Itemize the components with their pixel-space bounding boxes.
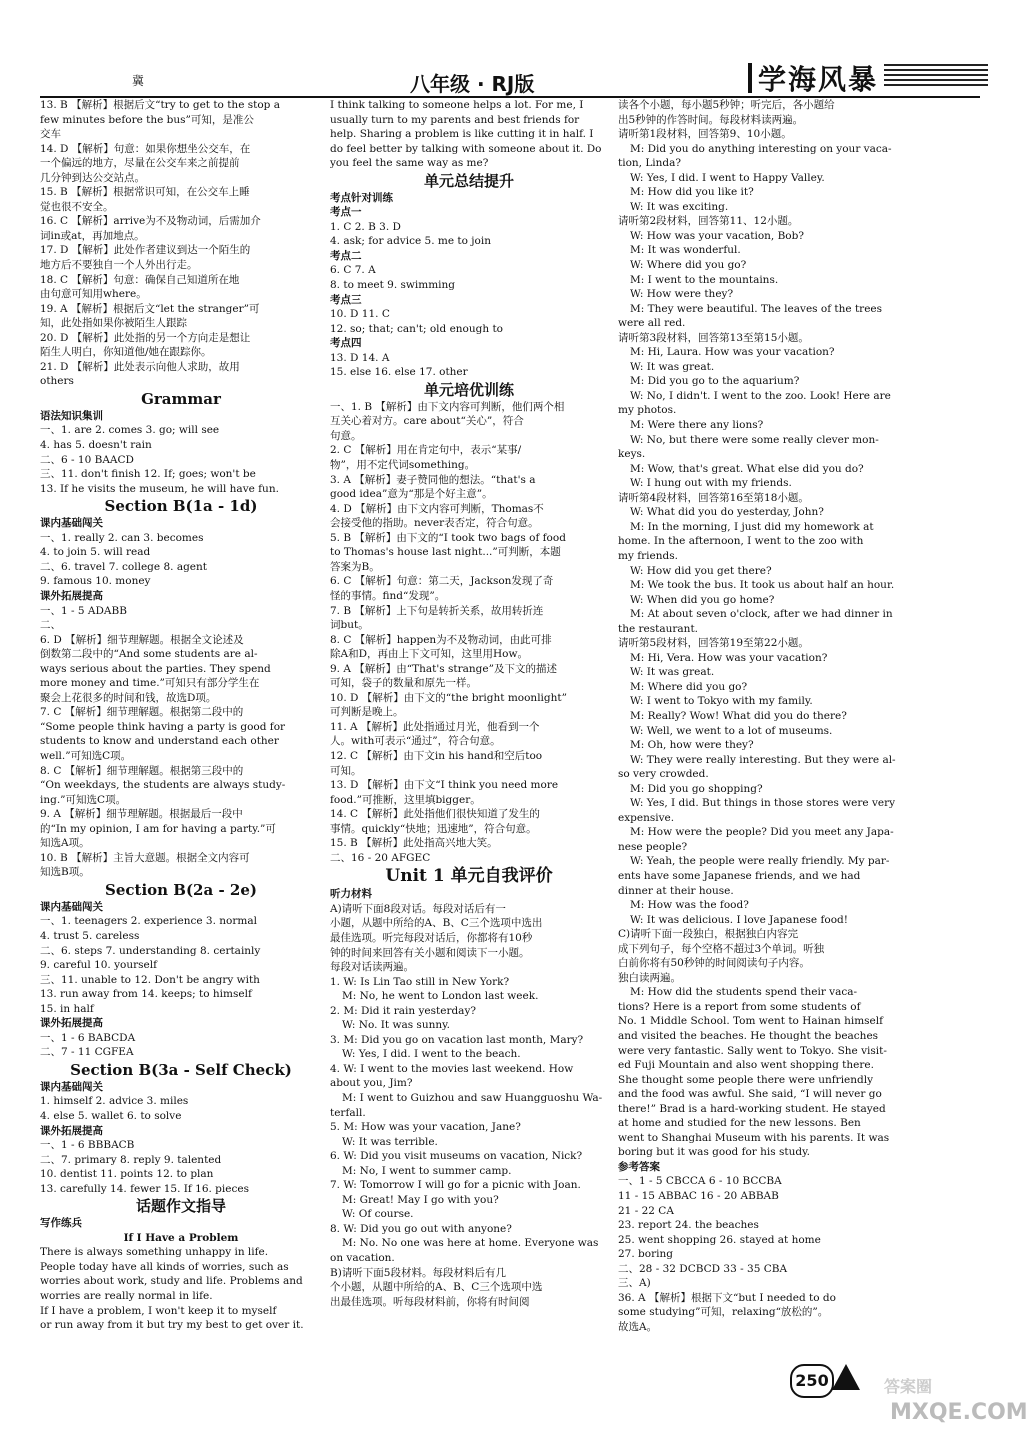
text-line: 2. M: Did it rain yesterday?: [330, 1004, 477, 1017]
text-line: more money and time.”可知只有部分学生在: [40, 677, 260, 690]
text-line: on vacation.: [330, 1252, 395, 1265]
text-line: the restaurant.: [618, 622, 698, 635]
text-line: 14. C 【解析】此处指他们很快知道了发生的: [330, 808, 540, 821]
text-line: 25. went shopping 26. stayed at home: [618, 1233, 821, 1246]
text-line: W: It was great.: [630, 666, 715, 679]
text-line: 36. A 【解析】根据下文“but I needed to do: [618, 1291, 836, 1304]
text-line: 二、6. steps 7. understanding 8. certainly: [40, 944, 261, 957]
text-line: W: They were really interesting. But they were al-: [630, 753, 896, 766]
text-line: boring but it was good for his study.: [618, 1146, 810, 1159]
text-line: were all red.: [618, 317, 686, 330]
text-line: W: Yeah, the people were really friendly. My par-: [630, 855, 890, 868]
text-line: M: Hi, Vera. How was your vacation?: [630, 651, 828, 664]
text-line: M: I went to Guizhou and saw Huangguoshu Wa-: [342, 1092, 603, 1104]
text-line: M: I went to the mountains.: [630, 273, 779, 286]
text-line: 由句意可知用where。: [40, 288, 147, 301]
text-line: 倒数第二段中的“And some students are al-: [40, 648, 258, 661]
text-line: worries about work, study and life. Problems and: [40, 1275, 303, 1288]
text-line: 课外拓展提高: [40, 589, 103, 602]
text-line: 18. C 【解析】句意：确保自己知道所在地: [40, 273, 240, 286]
text-line: 三、A): [618, 1277, 651, 1290]
unit-training-answers: [330, 400, 608, 866]
text-line: M: Great! May I go with you?: [342, 1193, 499, 1206]
text-line: M: Oh, how were they?: [630, 739, 754, 752]
text-line: 13. D 【解析】由下文“I think you need more: [330, 779, 559, 792]
text-line: 11 - 15 ABBAC 16 - 20 ABBAB: [618, 1190, 779, 1203]
text-line: 二、: [40, 619, 61, 632]
header-region-mark: 冀: [132, 74, 145, 88]
text-line: 成下列句子，每个空格不超过3个单词。听独: [618, 942, 825, 955]
text-line: 小题，从题中所给的A、B、C三个选项中选出: [330, 917, 543, 930]
text-line: 请听第1段材料，回答第9、10小题。: [618, 128, 792, 141]
text-line: or run away from it but try my best to get over it.: [40, 1319, 304, 1332]
essay-body: [40, 1245, 322, 1332]
text-line: 事情。quickly“快地；迅速地”，符合句意。: [330, 822, 537, 835]
text-line: well.”可知选C项。: [40, 749, 132, 762]
text-line: M: Where did you go?: [630, 680, 748, 693]
text-line: She thought some people there were unfriendly: [618, 1073, 874, 1086]
column-left: [40, 98, 322, 1333]
text-line: 1. C 2. B 3. D: [330, 220, 401, 233]
text-line: 最佳选项。听完每段对话后，你都将有10秒: [330, 931, 533, 944]
text-line: 1. himself 2. advice 3. miles: [40, 1095, 189, 1108]
page-number: 250: [790, 1364, 834, 1398]
text-line: 一、1 - 6 BBBACB: [40, 1139, 135, 1152]
text-line: 8. W: Did you go out with anyone?: [330, 1222, 512, 1235]
text-line: There is always something unhappy in life.: [40, 1246, 269, 1259]
watermark-site: MXQE.COM: [890, 1400, 1028, 1425]
writing-guide-heading: 话题作文指导: [135, 1197, 226, 1216]
text-line: 三、11. unable to 12. Don't be angry with: [40, 973, 260, 986]
text-line: 27. boring: [618, 1248, 673, 1261]
column-right: [618, 98, 894, 1334]
text-line: 二、16 - 20 AFGEC: [330, 851, 431, 864]
text-line: 4. D 【解析】由下文内容可判断，Thomas不: [330, 502, 544, 515]
text-line: some studying”可知，relaxing“放松的”。: [618, 1306, 829, 1319]
text-line: 一、1 - 6 BABCDA: [40, 1031, 136, 1044]
grammar-heading: Grammar: [141, 389, 221, 408]
text-line: 觉也很不安全。: [40, 200, 114, 213]
text-line: 一、1 - 5 ADABB: [40, 604, 127, 617]
grammar-answers: [40, 409, 322, 496]
text-line: good idea”意为“那是个好主意”。: [330, 488, 493, 501]
text-line: 9. famous 10. money: [40, 575, 151, 588]
text-line: 一、1. are 2. comes 3. go; will see: [40, 424, 220, 437]
text-line: 物”，用不定代词something。: [330, 459, 476, 472]
text-line: 10. D 【解析】由下文的“the bright moonlight”: [330, 691, 567, 704]
text-line: and the food was awful. She said, “I will never go: [618, 1088, 882, 1101]
text-line: 8. C 【解析】happen为不及物动词，由此可排: [330, 633, 552, 646]
text-line: 3. A 【解析】妻子赞同他的想法。“that's a: [330, 473, 536, 486]
text-line: 怪的事情。find“发现”。: [330, 589, 446, 602]
text-line: 请听第2段材料，回答第11、12小题。: [618, 215, 799, 228]
text-line: M: How were the people? Did you meet any Japa-: [630, 826, 894, 839]
text-line: 14. D 【解析】句意：如果你想坐公交车，在: [40, 142, 251, 155]
section-b-1-answers: [40, 516, 322, 880]
text-line: W: Well, we went to a lot of museums.: [630, 724, 833, 737]
text-line: few minutes before the bus”可知，是准公: [40, 113, 254, 126]
text-line: 9. careful 10. yourself: [40, 959, 157, 972]
text-line: 4. to join 5. will read: [40, 546, 151, 559]
text-line: M: How was the food?: [630, 899, 749, 912]
text-line: 4. ask; for advice 5. me to join: [330, 235, 491, 248]
text-line: 知选A项。: [40, 837, 90, 850]
text-line: 15. B 【解析】此处指高兴地大笑。: [330, 837, 498, 850]
text-line: terfall.: [330, 1106, 366, 1119]
text-line: 10. dentist 11. points 12. to plan: [40, 1168, 214, 1181]
unit-summary-heading: 单元总结提升: [423, 171, 514, 190]
text-line: 聚会上花很多的时间和钱，故选D项。: [40, 691, 217, 704]
text-line: M: No. No one was here at home. Everyone was: [342, 1237, 599, 1250]
text-line: 7. B 【解析】上下句是转折关系，故用转折连: [330, 604, 544, 617]
text-line: 地方后不要独自一个人外出行走。: [40, 259, 198, 272]
text-line: 13. B 【解析】根据后文“try to get to the stop a: [40, 99, 280, 111]
text-line: If I have a problem, I won't keep it to myself: [40, 1304, 277, 1317]
text-line: 考点三: [330, 293, 362, 306]
text-line: M: We took the bus. It took us about half an hour.: [630, 579, 895, 592]
text-line: 知选B项。: [40, 866, 90, 879]
text-line: keys.: [618, 448, 646, 461]
text-line: 考点针对训练: [330, 191, 393, 204]
essay-title: If I Have a Problem: [123, 1231, 239, 1244]
text-line: 知，此处指如果你被陌生人跟踪: [40, 317, 187, 330]
section-b-3-heading: Section B(3a - Self Check): [70, 1060, 292, 1079]
text-line: 白前你将有50秒钟的时间阅读句子内容。: [618, 957, 810, 970]
text-line: 7. C 【解析】细节理解题。根据第二段中的: [40, 706, 244, 719]
text-line: 请听第3段材料，回答第13至第15小题。: [618, 331, 809, 344]
text-line: W: It was exciting.: [630, 200, 729, 213]
text-line: W: What did you do yesterday, John?: [630, 506, 824, 519]
text-line: 13. carefully 14. fewer 15. If 16. pieces: [40, 1182, 249, 1195]
text-line: 课内基础闯关: [40, 1080, 103, 1093]
page-header: [0, 0, 1000, 96]
text-line: so very crowded.: [618, 768, 709, 781]
text-line: W: How did you get there?: [630, 564, 772, 577]
text-line: M: Wow, that's great. What else did you do?: [630, 462, 864, 475]
text-line: students to know and understand each other: [40, 735, 279, 748]
text-line: 15. B 【解析】根据常识可知，在公交车上睡: [40, 186, 250, 199]
text-line: W: It was great.: [630, 360, 715, 373]
section-b-1-heading: Section B(1a - 1d): [104, 497, 258, 516]
text-line: dinner at their house.: [618, 884, 734, 897]
text-line: were very fantastic. Sally went to Tokyo. She visit-: [618, 1044, 887, 1057]
text-line: “Some people think having a party is good for: [40, 720, 286, 733]
text-line: 2. C 【解析】用在肯定句中，表示“某事/: [330, 444, 522, 457]
text-line: 可知。: [330, 764, 362, 777]
text-line: W: Where did you go?: [630, 259, 747, 272]
text-line: 故选A。: [618, 1320, 658, 1333]
text-line: 课外拓展提高: [40, 1017, 103, 1030]
text-line: tions? Here is a report from some students of: [618, 1000, 861, 1013]
text-line: 6. D 【解析】细节理解题。根据全文论述及: [40, 633, 244, 646]
text-line: W: It was delicious. I love Japanese food!: [630, 913, 848, 926]
text-line: ing.”可知选C项。: [40, 793, 127, 806]
text-line: M: Really? Wow! What did you do there?: [630, 709, 847, 722]
text-line: W: It was terrible.: [342, 1135, 438, 1148]
text-line: 互关心着对方。care about“关心”，符合: [330, 415, 524, 428]
text-line: 19. A 【解析】根据后文“let the stranger”可: [40, 302, 260, 315]
text-line: 可判断是晚上。: [330, 706, 404, 719]
text-line: 个小题，从题中所给的A、B、C三个选项中选: [330, 1281, 543, 1294]
text-line: M: Did you go shopping?: [630, 782, 763, 795]
text-line: M: How did the students spend their vaca-: [630, 986, 858, 999]
text-line: M: At about seven o'clock, after we had dinner in: [630, 608, 893, 621]
text-line: 17. D 【解析】此处作者建议到达一个陌生的: [40, 244, 251, 257]
text-line: 21. D 【解析】此处表示向他人求助，故用: [40, 360, 240, 373]
text-line: 几分钟到达公交站点。: [40, 171, 145, 184]
text-line: M: Were there any lions?: [630, 419, 764, 432]
text-line: 6. W: Did you visit museums on vacation, Nick?: [330, 1150, 583, 1163]
section-b-2-answers: [40, 900, 322, 1060]
listening-material: [330, 902, 608, 1309]
text-line: W: I hung out with my friends.: [630, 477, 792, 490]
text-line: I think talking to someone helps a lot. For me, I: [330, 99, 584, 111]
text-line: tion, Linda?: [618, 157, 682, 170]
text-line: 6. C 7. A: [330, 264, 376, 277]
text-line: 参考答案: [618, 1160, 660, 1173]
text-line: you feel the same way as me?: [330, 157, 489, 170]
text-line: 7. W: Tomorrow I will go for a picnic with Joan.: [330, 1179, 581, 1192]
text-line: at home and studied for the new lessons. Ben: [618, 1117, 861, 1130]
text-line: food.”可推断，这里填bigger。: [330, 793, 481, 806]
listening-material-continued: [618, 98, 894, 1334]
text-line: 12. so; that; can't; old enough to: [330, 322, 504, 335]
text-line: nese people?: [618, 840, 688, 853]
essay-continued: [330, 98, 608, 171]
unit-summary-answers: [330, 191, 608, 380]
section-b-3-answers: [40, 1080, 322, 1196]
text-line: ways serious about the parties. They spend: [40, 662, 271, 675]
text-line: 8. to meet 9. swimming: [330, 279, 456, 292]
text-line: 1. W: Is Lin Tao still in New York?: [330, 975, 510, 988]
text-line: 4. trust 5. careless: [40, 929, 140, 942]
text-line: 出最佳选项。听每段材料前，你将有时间阅: [330, 1295, 530, 1308]
watermark-logo: 答案圈: [884, 1377, 933, 1396]
text-line: 12. C 【解析】由下文in his hand和空后too: [330, 749, 543, 762]
text-line: M: Did you do anything interesting on your vaca-: [630, 142, 892, 155]
text-line: 9. A 【解析】细节理解题。根据最后一段中: [40, 808, 243, 821]
text-line: W: I went to Tokyo with my family.: [630, 695, 813, 708]
text-line: 13. run away from 14. keeps; to himself: [40, 988, 252, 1001]
text-line: 4. W: I went to the movies last weekend. How: [330, 1062, 574, 1075]
text-line: M: They were beautiful. The leaves of the trees: [630, 302, 883, 315]
text-line: W: No. It was sunny.: [342, 1019, 450, 1032]
text-line: 请听第5段材料，回答第19至第22小题。: [618, 637, 809, 650]
text-line: M: No, I went to summer camp.: [342, 1164, 512, 1177]
text-line: 21 - 22 CA: [618, 1204, 674, 1217]
text-line: “On weekdays, the students are always study-: [40, 779, 286, 792]
text-line: 15. else 16. else 17. other: [330, 366, 468, 379]
text-line: 一、1. B 【解析】由下文内容可判断，他们两个相: [330, 400, 565, 413]
text-line: 考点一: [330, 206, 362, 219]
text-line: 考点二: [330, 249, 362, 262]
text-line: 交车: [40, 128, 61, 141]
text-line: W: No, but there were some really clever mon-: [630, 433, 879, 446]
text-line: 二、7 - 11 CGFEA: [40, 1046, 134, 1059]
text-line: 15. in half: [40, 1002, 94, 1015]
text-line: 10. D 11. C: [330, 308, 390, 321]
brand-text: 学海风暴: [758, 63, 879, 96]
text-line: 读各个小题，每小题5秒钟；听完后，各小题给: [618, 99, 835, 111]
text-line: 20. D 【解析】此处指的另一个方向走是想让: [40, 331, 251, 344]
text-line: W: No, I didn't. I went to the zoo. Look! Here are: [630, 389, 891, 402]
text-line: 一、1. teenagers 2. experience 3. normal: [40, 915, 257, 928]
unit-self-assessment-heading: Unit 1 单元自我评价: [385, 866, 553, 887]
text-line: People today have all kinds of worries, such as: [40, 1260, 289, 1273]
text-line: expensive.: [618, 811, 675, 824]
header-stripes-decoration: [884, 64, 988, 88]
text-line: 出5秒钟的作答时间。每段材料读两遍。: [618, 113, 804, 126]
text-line: 请听第4段材料，回答第16至第18小题。: [618, 491, 809, 504]
text-line: went to Shanghai Museum with his parents. It was: [618, 1131, 890, 1144]
text-line: usually turn to my parents and best friends for: [330, 113, 580, 126]
text-line: about you, Jim?: [330, 1077, 413, 1090]
text-line: W: How was your vacation, Bob?: [630, 229, 804, 242]
text-line: W: Yes, I did. I went to the beach.: [342, 1048, 521, 1061]
text-line: 5. B 【解析】由下文的“I took two bags of food: [330, 531, 566, 544]
text-line: 一个偏远的地方，尽量在公交车来之前提前: [40, 157, 240, 170]
text-line: 二、6. travel 7. college 8. agent: [40, 560, 207, 573]
text-line: A)请听下面8段对话。每段对话后有一: [330, 902, 506, 915]
text-line: to Thomas's house last night...”可判断，本题: [330, 546, 561, 559]
text-line: 一、1 - 5 CBCCA 6 - 10 BCCBA: [618, 1175, 782, 1188]
text-line: 6. C 【解析】句意：第二天，Jackson发现了奇: [330, 575, 554, 588]
text-line: do feel better by talking with someone about it. Do: [330, 142, 602, 155]
header-grade-title: 八年级 · RJ版: [410, 72, 535, 96]
text-line: others: [40, 375, 74, 388]
text-line: 16. C 【解析】arrive为不及物动词，后需加介: [40, 215, 261, 228]
answers-13-21: [40, 98, 322, 389]
text-line: No. 1 Middle School. Tom went to Hainan himself: [618, 1015, 884, 1028]
text-line: and visited the beaches. He thought the beaches: [618, 1030, 879, 1042]
text-line: 13. If he visits the museum, he will have fun.: [40, 482, 279, 495]
text-line: 独白读两遍。: [618, 971, 681, 984]
text-line: 9. A 【解析】由“That's strange”及下文的描述: [330, 662, 557, 675]
text-line: M: Did you go to the aquarium?: [630, 375, 800, 388]
brand-bar-icon: [748, 63, 752, 93]
column-middle: [330, 98, 608, 1309]
header-brand-logo: [748, 58, 878, 98]
text-line: M: How did you like it?: [630, 186, 754, 199]
text-line: 钟的时间来回答有关小题和阅读下一小题。: [330, 946, 530, 959]
text-line: there!” Brad is a hard-working student. He stayed: [618, 1102, 886, 1115]
text-line: W: Yes, I did. I went to Happy Valley.: [630, 171, 825, 184]
text-line: 课外拓展提高: [40, 1124, 103, 1137]
text-line: 语法知识集训: [40, 409, 103, 422]
footer-triangle-icon: [832, 1364, 860, 1390]
text-line: 10. B 【解析】主旨大意题。根据全文内容可: [40, 851, 250, 864]
text-line: 课内基础闯关: [40, 900, 103, 913]
text-line: M: In the morning, I just did my homework at: [630, 520, 874, 533]
text-line: 答案为B。: [330, 560, 380, 573]
text-line: M: It was wonderful.: [630, 244, 741, 257]
text-line: 每段对话读两遍。: [330, 961, 414, 974]
text-line: W: Of course.: [342, 1208, 414, 1221]
text-line: 考点四: [330, 337, 362, 350]
text-line: my friends.: [618, 549, 678, 562]
text-line: ents have some Japanese friends, and we had: [618, 869, 861, 882]
text-line: 13. D 14. A: [330, 351, 390, 364]
listening-material-label: 听力材料: [330, 888, 372, 901]
text-line: 陌生人明白，你知道他/她在跟踪你。: [40, 346, 212, 359]
text-line: 二、6 - 10 BAACD: [40, 453, 134, 466]
text-line: home. In the afternoon, I went to the zoo with: [618, 535, 864, 548]
text-line: 词but。: [330, 619, 369, 632]
text-line: 二、7. primary 8. reply 9. talented: [40, 1153, 222, 1166]
text-line: 除A和D，再由上下文可知，这里用How。: [330, 648, 528, 661]
text-line: M: No, he went to London last week.: [342, 990, 539, 1003]
text-line: 可知，袋子的数量和原先一样。: [330, 677, 477, 690]
text-line: worries are really normal in life.: [40, 1290, 213, 1303]
text-line: 二、28 - 32 DCBCD 33 - 35 CBA: [618, 1262, 788, 1275]
section-b-2-heading: Section B(2a - 2e): [105, 880, 257, 899]
text-line: 3. M: Did you go on vacation last month, Mary?: [330, 1033, 584, 1046]
text-line: 11. A 【解析】此处指通过月光，他看到一个: [330, 720, 540, 733]
text-line: 句意。: [330, 429, 362, 442]
text-line: 三、11. don't finish 12. If; goes; won't be: [40, 468, 256, 481]
text-line: B)请听下面5段材料。每段材料后有几: [330, 1266, 506, 1279]
text-line: my photos.: [618, 404, 677, 417]
text-line: 一、1. really 2. can 3. becomes: [40, 531, 204, 544]
text-line: ed Fuji Mountain and also went shopping there.: [618, 1059, 874, 1072]
text-line: 8. C 【解析】细节理解题。根据第三段中的: [40, 764, 244, 777]
text-line: M: Hi, Laura. How was your vacation?: [630, 346, 835, 359]
text-line: help. Sharing a problem is like cutting it in half. I: [330, 128, 594, 141]
text-line: W: When did you go home?: [630, 593, 775, 606]
text-line: 词in或at，再加地点。: [40, 229, 145, 242]
text-line: 的“In my opinion, I am for having a party.”可: [40, 822, 276, 835]
text-line: 4. has 5. doesn't rain: [40, 439, 152, 452]
unit-training-heading: 单元培优训练: [423, 380, 514, 399]
text-line: W: Yes, I did. But things in those stores were very: [630, 797, 896, 810]
text-line: 4. else 5. wallet 6. to solve: [40, 1110, 182, 1122]
text-line: 课内基础闯关: [40, 517, 103, 530]
text-line: 23. report 24. the beaches: [618, 1219, 759, 1232]
writing-practice-label: 写作练兵: [40, 1217, 82, 1230]
text-line: 5. M: How was your vacation, Jane?: [330, 1121, 521, 1134]
text-line: 会接受他的指助。never表否定，符合句意。: [330, 517, 539, 530]
text-line: W: How were they?: [630, 288, 734, 301]
text-line: 人。with可表示“通过”，符合句意。: [330, 735, 501, 748]
text-line: C)请听下面一段独白，根据独白内容完: [618, 928, 799, 941]
